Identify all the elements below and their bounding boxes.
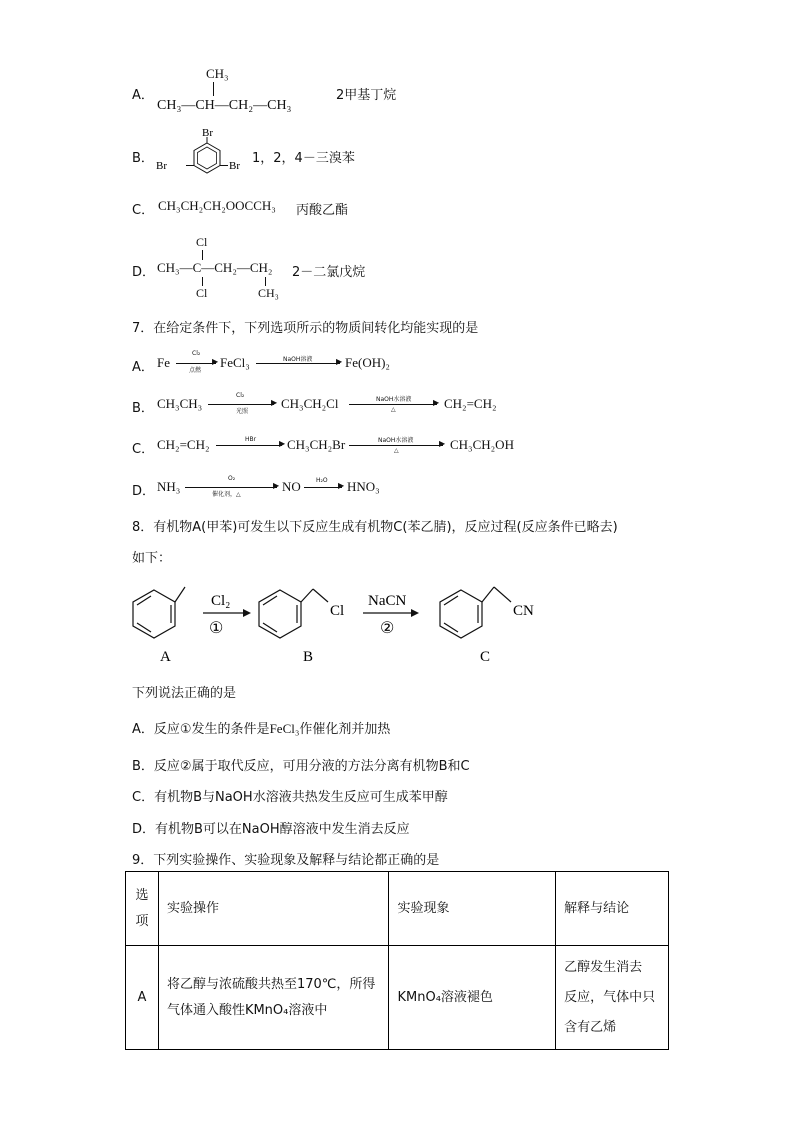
q6-option-d-name: 2－二氯戊烷 [292,265,366,280]
arrow-1-head [243,609,251,617]
q6-option-d-bond-bottom [202,277,203,286]
q6-option-c-formula: CH₃CH₂CH₂OOCCH₃ [158,198,276,213]
step-2: ② [380,620,395,637]
q8-question: 下列说法正确的是 [132,686,237,701]
q9-table [125,871,669,1050]
q7-b-letter: B． [132,401,154,416]
q7-a-s1: Fe [157,355,170,370]
label-b: B [303,649,314,665]
q6-option-b-tribromobenzene-structure [150,124,250,176]
q6-option-d-bond-top [202,250,203,260]
q8-option-d: D．有机物B可以在NaOH醇溶液中发生消去反应 [132,822,410,837]
q6-option-d-ch3-bottom: CH₃ [258,286,279,300]
q7-c-letter: C． [132,442,155,457]
q7-a-s2: FeCl₃ [220,355,250,370]
q9-header-operation: 实验操作 [158,872,389,946]
q7-a-arrowhead2: ▶ [336,357,343,366]
q9-row-a-option: A [126,946,159,1050]
reagent-1: Cl₂ [211,593,231,609]
q7-a-arrow1 [176,363,216,364]
q9-row-a-conclusion: 乙醇发生消去 反应，气体中只 含有乙烯 [556,946,669,1050]
label-a: A [160,649,171,665]
q7-d-arrow2 [304,487,342,488]
phenylacetonitrile-structure [440,587,511,638]
q7-a-cond1-bottom: 点燃 [189,367,202,374]
q7-c-arrowhead1: ▶ [279,439,286,448]
q6-option-c-letter: C． [132,203,155,218]
q9-header-row [126,872,669,946]
q7-a-arrow2 [256,363,340,364]
q6-option-b-letter: B． [132,151,154,166]
q7-a-letter: A． [132,360,154,375]
q6-option-a-chain: CH₃—CH—CH₂—CH₃ [157,98,292,113]
q7-d-arrowhead1: ▶ [273,481,280,490]
q8-option-a [132,718,390,737]
reagent-2: NaCN [368,593,407,609]
q7-b-s2: CH₃CH₂Cl [281,396,339,411]
q7-d-s2: NO [282,479,301,494]
q8-option-a-suffix: 作催化剂并加热 [299,722,391,737]
q6-option-d-letter: D． [132,265,156,280]
q8-stem-line2: 如下： [132,551,172,566]
chlorine-label: Cl [330,603,345,619]
q7-b-s1: CH₃CH₃ [157,396,203,411]
q9-row-a-phenomenon: KMnO₄溶液褪色 [389,946,556,1050]
q7-d-s3: HNO₃ [347,479,380,494]
q7-c-s3: CH₃CH₂OH [450,437,514,452]
q8-option-a-prefix: A．反应①发生的条件是 [132,722,270,737]
q9-stem: 9．下列实验操作、实验现象及解释与结论都正确的是 [132,853,440,868]
toluene-structure [133,587,185,638]
q7-c-cond2-bottom: △ [394,447,399,454]
q6-option-a-name: 2甲基丁烷 [336,88,397,103]
q6-option-d-chain: CH₃—C—CH₂—CH₂ [157,260,273,275]
arrow-2-head [411,609,419,617]
q7-d-cond2-top: H₂O [316,477,328,484]
q7-c-arrow1 [216,445,282,446]
q7-c-cond1-top: HBr [245,436,257,443]
label-c: C [480,649,491,665]
q7-c-s2: CH₃CH₂Br [287,437,346,452]
q7-b-cond1-top: Cl₂ [236,392,245,399]
q8-option-b: B．反应②属于取代反应，可用分液的方法分离有机物B和C [132,759,470,774]
q7-a-cond2-top: NaOH溶液 [283,356,313,363]
q9-row-a-operation: 将乙醇与浓硫酸共热至170℃，所得 气体通入酸性KMnO₄溶液中 [158,946,389,1050]
q7-d-arrow1 [185,487,277,488]
q7-d-letter: D． [132,484,156,499]
q6-option-d-cl-top: Cl [196,235,208,249]
q6-option-b-name: 1，2，4－三溴苯 [252,151,355,166]
q7-a-cond1-top: Cl₂ [192,350,201,357]
q6-option-b-br-left: Br [156,160,167,172]
q7-b-arrow2 [349,404,437,405]
q7-b-cond2-bottom: △ [391,406,396,413]
q6-option-c-name: 丙酸乙酯 [296,203,349,218]
q7-b-cond2-top: NaOH水溶液 [376,396,412,403]
q9-header-phenomenon: 实验现象 [389,872,556,946]
q7-c-cond2-top: NaOH水溶液 [378,437,414,444]
q7-b-arrow1 [208,404,274,405]
q8-reaction-scheme [125,575,545,670]
q9-header-conclusion: 解释与结论 [556,872,669,946]
q7-d-arrowhead2: ▶ [338,481,345,490]
q7-b-s3: CH₂=CH₂ [444,396,497,411]
q7-d-s1: NH₃ [157,479,181,494]
step-1: ① [209,620,224,637]
q9-row-a [126,946,669,1050]
q9-header-option: 选 项 [126,872,159,946]
q6-option-d-bond-right [265,277,266,286]
q6-option-b-br-top: Br [202,127,213,139]
q7-a-arrowhead1: ▶ [212,357,219,366]
q7-c-s1: CH₂=CH₂ [157,437,210,452]
q7-c-arrowhead2: ▶ [439,439,446,448]
q6-option-a-ch3-top: CH₃ [206,66,229,81]
q7-c-arrow2 [349,445,443,446]
benzyl-chloride-structure [259,589,328,638]
q7-b-cond1-bottom: 光照 [236,408,249,415]
q7-stem: 7．在给定条件下，下列选项所示的物质间转化均能实现的是 [132,321,479,336]
q8-option-a-reagent: FeCl₃ [269,721,300,736]
cn-label: CN [513,603,534,619]
q6-option-d-cl-bottom: Cl [196,286,208,300]
q7-a-s3: Fe(OH)₂ [345,355,390,370]
q6-option-b-br-right: Br [229,160,240,172]
q7-d-cond1-bottom: 催化剂，△ [212,491,241,498]
q7-b-arrowhead1: ▶ [271,398,278,407]
q8-stem-line1: 8．有机物A(甲苯)可发生以下反应生成有机物C(苯乙腈)，反应过程(反应条件已略去) [132,520,618,535]
q7-d-cond1-top: O₂ [228,475,236,482]
q8-option-c: C．有机物B与NaOH水溶液共热发生反应可生成苯甲醇 [132,790,448,805]
q7-b-arrowhead2: ▶ [433,398,440,407]
q6-option-a-letter: A． [132,88,154,103]
q6-option-a-bond [213,82,214,96]
